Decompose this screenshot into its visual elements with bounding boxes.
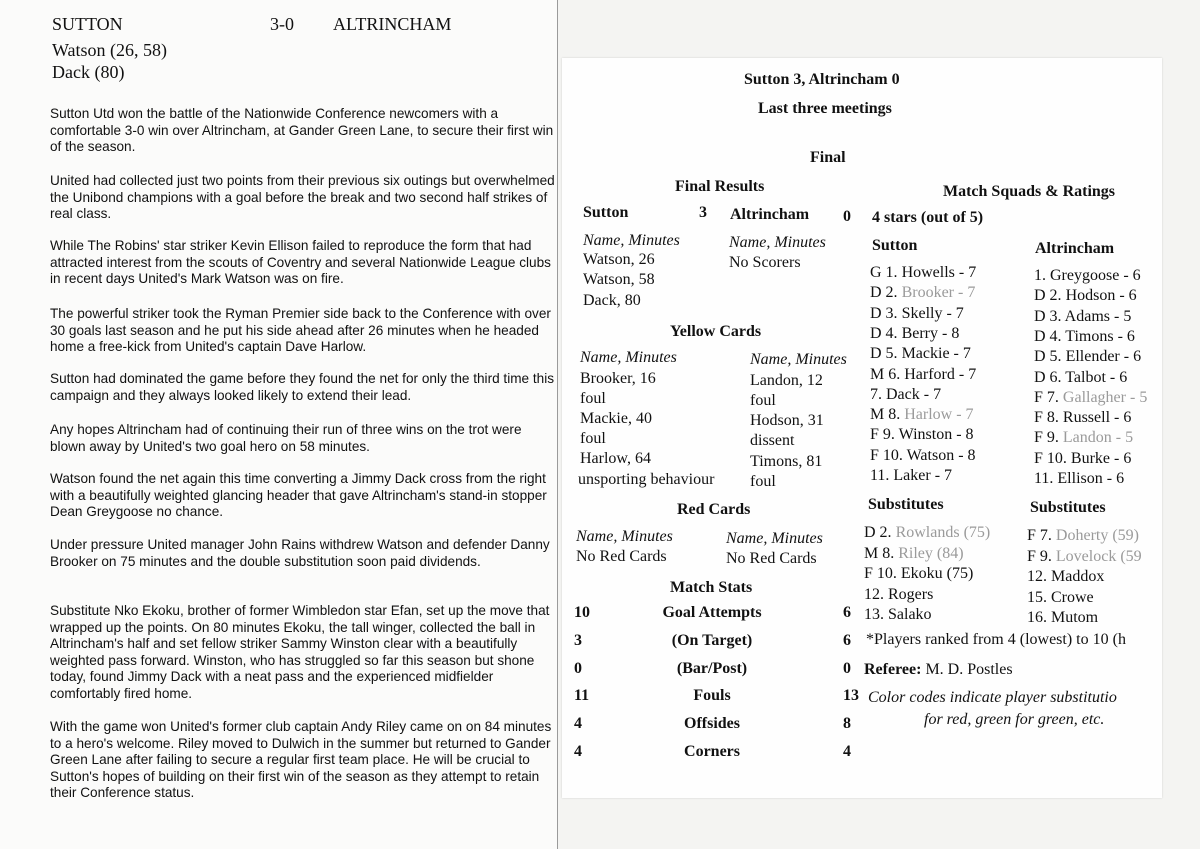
final-label: Final bbox=[810, 149, 846, 166]
player-name: Ellison - 6 bbox=[1057, 470, 1125, 487]
squad-away-team: Altrincham bbox=[1035, 240, 1115, 257]
column-header: Name, Minutes bbox=[729, 234, 826, 251]
referee-label: Referee: bbox=[864, 661, 922, 678]
player-name: Mutom bbox=[1051, 609, 1099, 626]
subs-heading-home: Substitutes bbox=[868, 496, 944, 513]
squad-player-away bbox=[1034, 287, 1137, 305]
stat-away-value: 6 bbox=[843, 604, 851, 621]
stat-home-value: 4 bbox=[574, 743, 582, 760]
yellow-cards-heading: Yellow Cards bbox=[670, 323, 762, 340]
squad-player-home bbox=[870, 284, 975, 302]
yellow-card-entry: Hodson, 31 bbox=[750, 412, 824, 429]
player-name: Ellender - 6 bbox=[1065, 348, 1142, 366]
referee-name: M. D. Postles bbox=[925, 661, 1013, 678]
sub-player-away bbox=[1027, 568, 1104, 586]
player-position: F 10. bbox=[870, 446, 907, 464]
article-paragraph: Substitute Nko Ekoku, brother of former Wimbledon star Efan, set up the move that wrapped up the points. On 80 minutes Ekoku, the tall winger, collected the ball in Altrincham's half and set fellow striker Sammy Winston clear with a beautifully weighted pass forward. Winston, who has struggled so far this season but shone today, found Jimmy Dack with a neat pass and the experienced midfielder comfortably fired home. bbox=[50, 603, 550, 701]
player-name: Crowe bbox=[1051, 588, 1094, 606]
player-position: F 7. bbox=[1027, 527, 1056, 544]
player-position: M 6. bbox=[870, 365, 905, 383]
player-position: 12. bbox=[864, 585, 888, 603]
stat-label: (Bar/Post) bbox=[676, 659, 748, 677]
squad-player-away bbox=[1034, 267, 1141, 285]
player-name: Timons - 6 bbox=[1065, 327, 1135, 345]
squad-player-home bbox=[870, 264, 976, 282]
sub-player-home bbox=[864, 565, 973, 583]
scorer-entry: Watson, 26 bbox=[583, 251, 655, 268]
stat-away-value: 0 bbox=[843, 659, 851, 677]
player-name: Salako bbox=[888, 606, 932, 623]
squad-home-team: Sutton bbox=[872, 237, 918, 254]
stat-label: Goal Attempts bbox=[662, 604, 762, 621]
stat-home-value: 3 bbox=[574, 631, 582, 649]
home-team-name: Sutton bbox=[583, 204, 629, 221]
squad-player-home bbox=[870, 305, 964, 323]
player-name: Skelly - 7 bbox=[901, 304, 964, 322]
player-name: Talbot - 6 bbox=[1065, 368, 1128, 386]
player-position: G 1. bbox=[870, 264, 902, 281]
player-name: Riley (84) bbox=[898, 544, 964, 562]
squad-player-away bbox=[1034, 369, 1127, 387]
article-paragraph: Any hopes Altrincham had of continuing their run of three wins on the trot were blown away by United's two goal hero on 58 minutes. bbox=[50, 422, 522, 454]
player-name: Laker - 7 bbox=[893, 467, 953, 484]
player-position: 11. bbox=[870, 467, 894, 484]
player-name: Harlow - 7 bbox=[904, 406, 974, 424]
yellow-card-entry: foul bbox=[580, 390, 606, 407]
player-name: Harford - 7 bbox=[904, 365, 977, 383]
player-name: Brooker - 7 bbox=[901, 284, 976, 302]
sub-player-away bbox=[1027, 589, 1094, 607]
player-name: Greygoose - 6 bbox=[1050, 267, 1141, 284]
player-position: 7. bbox=[870, 385, 886, 403]
stat-label: Corners bbox=[684, 743, 740, 760]
scorer-line: Watson (26, 58) bbox=[52, 40, 168, 60]
player-name: Doherty (59) bbox=[1055, 527, 1139, 544]
red-cards-heading: Red Cards bbox=[677, 501, 751, 518]
ranking-note: *Players ranked from 4 (lowest) to 10 (h bbox=[866, 631, 1126, 648]
away-team-name: Altrincham bbox=[730, 206, 810, 223]
stat-away-value: 13 bbox=[843, 687, 859, 705]
player-position: F 8. bbox=[1034, 409, 1063, 427]
article-paragraph: Sutton Utd won the battle of the Nationwide Conference newcomers with a comfortable 3-0 win over Altrincham, at Gander Green Lane, to secure their first win of the season. bbox=[50, 106, 554, 155]
sub-player-home bbox=[864, 586, 933, 604]
yellow-card-entry: Harlow, 64 bbox=[580, 450, 651, 467]
match-report-page bbox=[562, 58, 1162, 798]
squads-heading: Match Squads & Ratings bbox=[943, 183, 1116, 200]
away-team-header: ALTRINCHAM bbox=[333, 14, 452, 34]
player-position: D 3. bbox=[870, 304, 902, 322]
squad-player-home bbox=[870, 345, 971, 363]
red-card-entry: No Red Cards bbox=[726, 550, 817, 567]
stat-home-value: 11 bbox=[574, 687, 590, 705]
yellow-card-entry: foul bbox=[750, 392, 776, 409]
player-name: Burke - 6 bbox=[1070, 449, 1132, 467]
squad-player-away bbox=[1034, 409, 1131, 427]
column-header: Name, Minutes bbox=[750, 351, 847, 368]
article-paragraph: Under pressure United manager John Rains withdrew Watson and defender Danny Brooker on 75 minutes and the double substitution soon paid dividends. bbox=[50, 537, 550, 569]
report-title: Sutton 3, Altrincham 0 bbox=[744, 71, 900, 88]
scorer-entry: Watson, 58 bbox=[583, 271, 655, 288]
stat-home-value: 10 bbox=[574, 604, 590, 621]
stat-label: (On Target) bbox=[671, 631, 753, 649]
stat-label: Offsides bbox=[684, 715, 740, 733]
yellow-card-entry: dissent bbox=[750, 432, 795, 449]
article-paragraph: The powerful striker took the Ryman Premier side back to the Conference with over 30 goals last season and he put his side ahead after 26 minutes when he headed home a free-kick from United's captain Dave Harlow. bbox=[50, 306, 551, 355]
player-position: D 3. bbox=[1034, 307, 1065, 325]
yellow-card-entry: Landon, 12 bbox=[750, 372, 823, 389]
player-position: D 4. bbox=[1034, 327, 1066, 345]
column-header: Name, Minutes bbox=[576, 528, 673, 545]
yellow-card-entry: Mackie, 40 bbox=[580, 410, 652, 427]
sub-player-home bbox=[864, 545, 964, 563]
player-name: Gallagher - 5 bbox=[1062, 388, 1148, 406]
score-header: 3-0 bbox=[270, 14, 294, 34]
yellow-card-entry: Timons, 81 bbox=[750, 453, 823, 470]
sub-player-away bbox=[1027, 527, 1139, 545]
subs-heading-away: Substitutes bbox=[1030, 499, 1106, 516]
article-paragraph: United had collected just two points from their previous six outings but overwhelmed the Unibond champions with a goal before the break and two second half strikes of real class. bbox=[50, 173, 555, 222]
squad-player-home bbox=[870, 386, 941, 404]
sub-player-away bbox=[1027, 609, 1098, 627]
player-name: Rogers bbox=[888, 585, 934, 603]
red-card-entry: No Red Cards bbox=[576, 548, 667, 565]
article-paragraph: Sutton had dominated the game before they found the net for only the third time this campaign and they always looked likely to extend their lead. bbox=[50, 371, 555, 403]
column-header: Name, Minutes bbox=[726, 530, 823, 547]
player-name: Russell - 6 bbox=[1062, 409, 1132, 427]
squad-player-home bbox=[870, 406, 974, 424]
player-position: F 9. bbox=[870, 426, 899, 444]
player-name: Maddox bbox=[1051, 568, 1105, 585]
squad-player-home bbox=[870, 447, 976, 465]
column-header: Name, Minutes bbox=[580, 349, 677, 366]
match-stats-heading: Match Stats bbox=[670, 579, 753, 596]
player-position: 13. bbox=[864, 606, 888, 623]
player-name: Winston - 8 bbox=[898, 426, 974, 444]
article-paragraph: With the game won United's former club captain Andy Riley came on on 84 minutes to a hero's welcome. Riley moved to Dulwich in the summer but returned to Gander Green Lane after failing to secure a regular first team place. He will be crucial to Sutton's hopes of building on their first win of the season as they attempt to retain their Conference status. bbox=[50, 719, 552, 801]
squad-player-away bbox=[1034, 389, 1147, 407]
player-position: 1. bbox=[1034, 267, 1050, 284]
referee-line bbox=[864, 661, 1013, 679]
squad-player-away bbox=[1034, 308, 1131, 326]
column-header: Name, Minutes bbox=[583, 232, 680, 249]
player-position: D 2. bbox=[870, 284, 902, 302]
player-position: D 5. bbox=[870, 345, 902, 363]
color-note: Color codes indicate player substitutio bbox=[868, 689, 1117, 706]
player-name: Lovelock (59 bbox=[1055, 547, 1142, 565]
yellow-card-entry: foul bbox=[750, 473, 776, 490]
player-position: 15. bbox=[1027, 588, 1051, 606]
player-name: Dack - 7 bbox=[886, 385, 942, 403]
player-position: D 5. bbox=[1034, 348, 1066, 366]
stat-away-value: 8 bbox=[843, 715, 851, 733]
home-team-header: SUTTON bbox=[52, 14, 123, 34]
player-position: 12. bbox=[1027, 568, 1051, 585]
player-position: 11. bbox=[1034, 470, 1058, 487]
stat-away-value: 4 bbox=[843, 743, 851, 760]
scorer-entry: No Scorers bbox=[729, 254, 801, 271]
scorer-line: Dack (80) bbox=[52, 62, 125, 82]
final-results-heading: Final Results bbox=[675, 178, 765, 195]
squad-player-away bbox=[1034, 429, 1133, 447]
squad-player-away bbox=[1034, 348, 1141, 366]
sub-player-home bbox=[864, 606, 932, 624]
color-note: for red, green for green, etc. bbox=[924, 711, 1105, 728]
player-position: D 2. bbox=[864, 524, 896, 541]
player-position: D 4. bbox=[870, 324, 902, 342]
player-position: 16. bbox=[1027, 609, 1051, 626]
player-position: M 8. bbox=[864, 544, 899, 562]
squad-player-home bbox=[870, 325, 959, 343]
squad-player-home bbox=[870, 426, 974, 444]
player-name: Howells - 7 bbox=[901, 264, 977, 281]
player-position: F 9. bbox=[1027, 547, 1056, 565]
stat-label: Fouls bbox=[693, 687, 731, 705]
player-position: F 7. bbox=[1034, 388, 1063, 406]
squad-player-away bbox=[1034, 470, 1124, 488]
sub-player-away bbox=[1027, 548, 1142, 566]
stat-away-value: 6 bbox=[843, 631, 851, 649]
player-name: Mackie - 7 bbox=[901, 345, 971, 363]
report-subtitle: Last three meetings bbox=[758, 100, 892, 117]
stat-home-value: 4 bbox=[574, 715, 582, 733]
squad-player-home bbox=[870, 366, 976, 384]
squad-player-home bbox=[870, 467, 952, 485]
player-position: F 10. bbox=[864, 565, 901, 582]
scorer-entry: Dack, 80 bbox=[583, 292, 641, 309]
article-page bbox=[0, 0, 558, 849]
article-paragraph: While The Robins' star striker Kevin Ellison failed to reproduce the form that had attracted interest from the scouts of Coventry and several Nationwide League clubs in recent days United's Mark Watson was on fire. bbox=[50, 238, 551, 287]
away-score: 0 bbox=[843, 208, 851, 225]
yellow-card-entry: Brooker, 16 bbox=[580, 370, 656, 387]
player-position: M 8. bbox=[870, 406, 905, 424]
player-name: Watson - 8 bbox=[906, 446, 976, 464]
player-position: F 9. bbox=[1034, 429, 1063, 447]
yellow-card-entry: unsporting behaviour bbox=[578, 471, 715, 488]
stat-home-value: 0 bbox=[574, 659, 582, 677]
player-position: D 6. bbox=[1034, 368, 1066, 386]
player-position: F 10. bbox=[1034, 449, 1071, 467]
player-name: Landon - 5 bbox=[1062, 429, 1134, 447]
sub-player-home bbox=[864, 524, 990, 542]
player-name: Rowlands (75) bbox=[895, 524, 991, 541]
squad-player-away bbox=[1034, 450, 1131, 468]
player-name: Ekoku (75) bbox=[900, 565, 974, 582]
rating-note: 4 stars (out of 5) bbox=[872, 209, 984, 226]
player-name: Adams - 5 bbox=[1064, 307, 1132, 325]
home-score: 3 bbox=[699, 204, 707, 221]
squad-player-away bbox=[1034, 328, 1135, 346]
player-name: Hodson - 6 bbox=[1065, 287, 1137, 305]
player-name: Berry - 8 bbox=[901, 324, 960, 342]
yellow-card-entry: foul bbox=[580, 430, 606, 447]
player-position: D 2. bbox=[1034, 287, 1066, 305]
article-paragraph: Watson found the net again this time converting a Jimmy Dack cross from the right with a beautifully weighted glancing header that gave Altrincham's stand-in stopper Dean Greygoose no chance. bbox=[50, 471, 547, 520]
